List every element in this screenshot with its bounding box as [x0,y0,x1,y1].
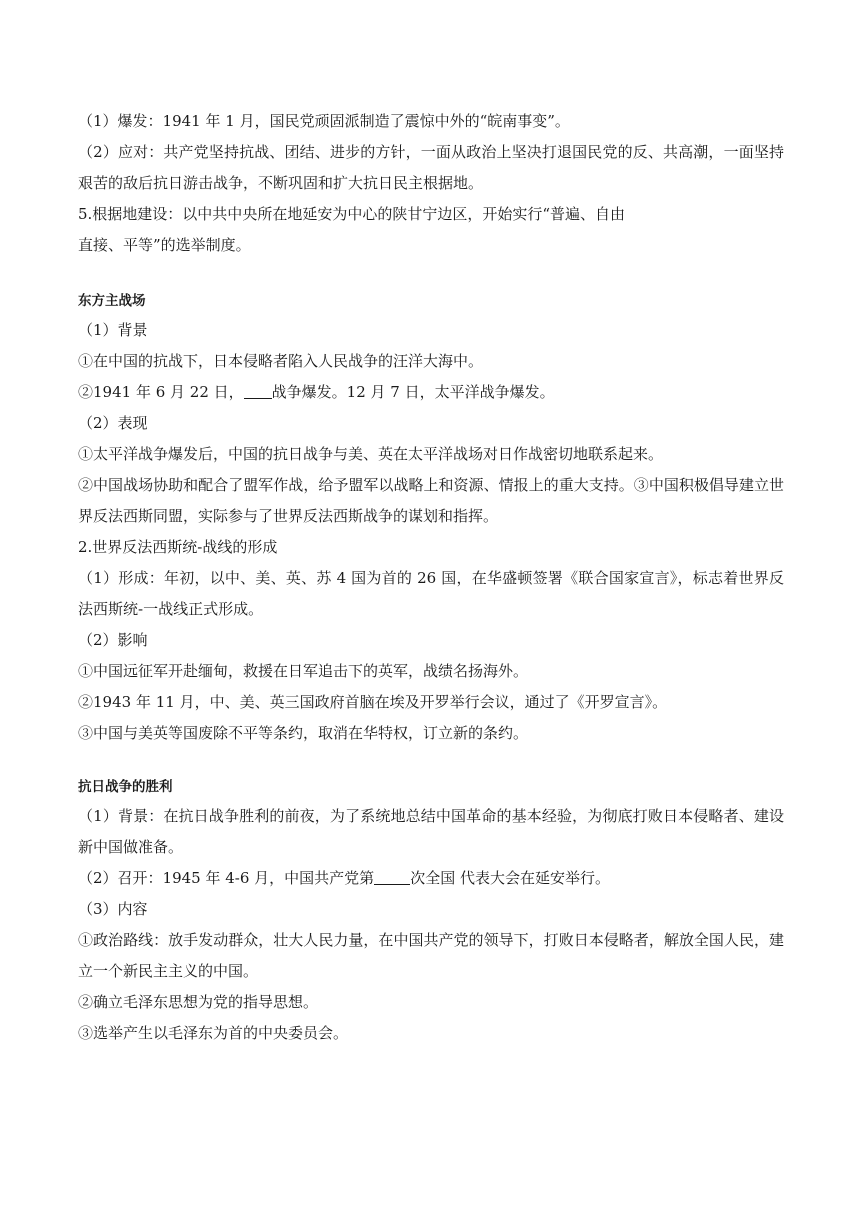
section-gap [78,261,784,287]
fill-in-blank [374,869,410,885]
paragraph-outbreak: （1）爆发：1941 年 1 月，国民党顽固派制造了震惊中外的“皖南事变”。 [78,112,570,130]
paragraph-response: （2）应对：共产党坚持抗战、团结、进步的方针，一面从政治上坚决打退国民党的反、共高潮，一面坚持艰苦的敌后抗日游击战争，不断巩固和扩大抗日民主根据地。 [78,143,784,192]
paragraph-east-bg-2 [78,377,784,408]
label-victory-content: （3）内容 [78,900,148,918]
convene-post: 次全国 代表大会在延安举行。 [410,869,610,887]
east-bg-2-post: 战争爆发。12 月 7 日，太平洋战争爆发。 [271,383,555,401]
fill-in-blank [244,383,272,399]
heading-east-battlefield: 东方主战场 [78,293,146,309]
heading-victory: 抗日战争的胜利 [78,779,173,795]
paragraph-content-2: ②确立毛泽东思想为党的指导思想。 [78,993,319,1011]
paragraph-front-formation: （1）形成：年初，以中、美、英、苏 4 国为首的 26 国，在华盛顿签署《联合国家宣言》，标志着世界反法西斯统-一战线正式形成。 [78,569,784,618]
paragraph-impact-2: ②1943 年 11 月，中、美、英三国政府首脑在埃及开罗举行会议，通过了《开罗宣言》。 [78,693,668,711]
label-east-performance: （2）表现 [78,414,148,432]
paragraph-east-bg-1: ①在中国的抗战下，日本侵略者陷入人民战争的汪洋大海中。 [78,352,484,370]
east-bg-2-pre: ②1941 年 6 月 22 日， [78,383,244,401]
label-east-background: （1）背景 [78,321,148,339]
section-gap [78,749,784,773]
paragraph-impact-1: ①中国远征军开赴缅甸，救援在日军追击下的英军，战绩名扬海外。 [78,662,529,680]
subtitle-united-front: 2.世界反法西斯统-战线的形成 [78,538,278,556]
paragraph-impact-3: ③中国与美英等国废除不平等条约，取消在华特权，订立新的条约。 [78,724,529,742]
label-impact: （2）影响 [78,631,148,649]
paragraph-content-3: ③选举产生以毛泽东为首的中央委员会。 [78,1024,349,1042]
paragraph-victory-bg: （1）背景：在抗日战争胜利的前夜，为了系统地总结中国革命的基本经验，为彻底打败日本侵略者、建设新中国做准备。 [78,807,784,856]
paragraph-content-1: ①政治路线：放手发动群众，壮大人民力量，在中国共产党的领导下，打败日本侵略者，解放全国人民，建立一个新民主主义的中国。 [78,931,784,980]
paragraph-east-perf-1: ①太平洋战争爆发后，中国的抗日战争与美、英在太平洋战场对日作战密切地联系起来。 [78,445,664,463]
paragraph-east-perf-2: ②中国战场协助和配合了盟军作战，给予盟军以战略上和资源、情报上的重大支持。③中国积极倡导建立世界反法西斯同盟，实际参与了世界反法西斯战争的谋划和指挥。 [78,476,784,525]
paragraph-victory-convene [78,863,784,894]
paragraph-base-line2: 直接、平等”的选举制度。 [78,236,251,254]
document-page [78,106,784,1049]
convene-pre: （2）召开：1945 年 4-6 月，中国共产党第 [78,869,375,887]
paragraph-base-line1: 5.根据地建设：以中共中央所在地延安为中心的陕甘宁边区，开始实行“普遍、自由 [78,205,625,223]
